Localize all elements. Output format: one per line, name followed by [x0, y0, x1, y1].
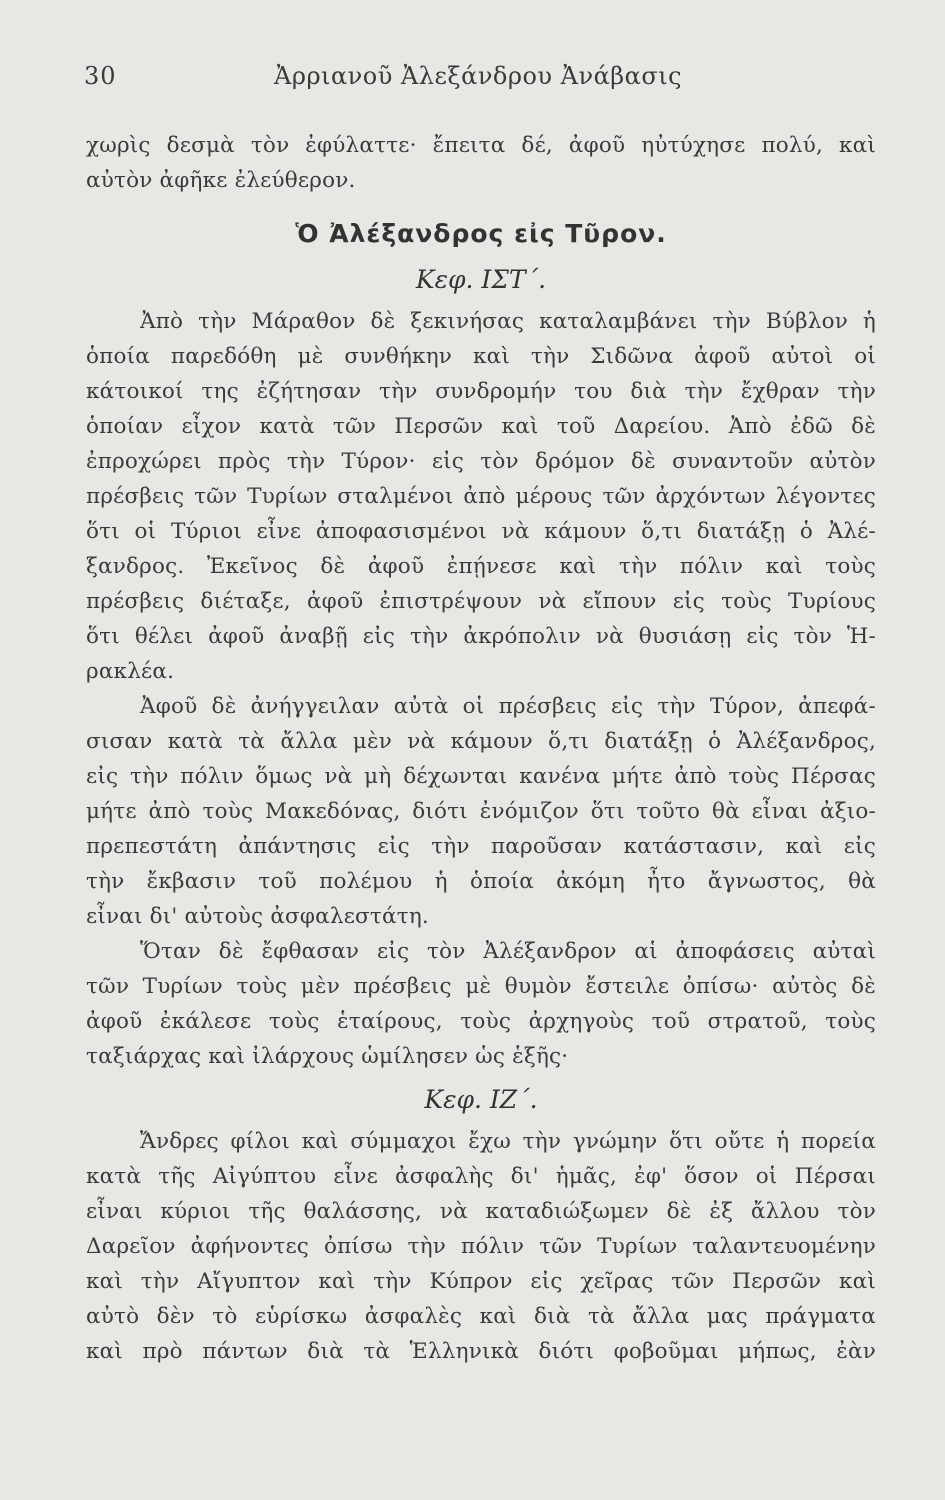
text-line: κατὰ τῆς Αἰγύπτου εἶνε ἀσφαλὴς δι' ἡμᾶς, ἐφ' ὅσον οἱ Πέρσαι: [86, 1164, 876, 1189]
section-title: Ὁ Ἀλέξανδρος εἰς Τῦρον.: [295, 219, 667, 248]
text-line: ὅτι οἱ Τύριοι εἶνε ἀποφασισμένοι νὰ κάμουν ὅ,τι διατάξῃ ὁ Ἀλέ-: [86, 519, 876, 544]
chapter-heading: Κεφ. ΙΣΤ΄.: [415, 265, 547, 294]
text-line: Ἄνδρες φίλοι καὶ σύμμαχοι ἔχω τὴν γνώμην ὅτι οὔτε ἡ πορεία: [140, 1129, 876, 1154]
text-line: ταξιάρχας καὶ ἰλάρχους ὡμίλησεν ὡς ἑξῆς·: [86, 1044, 569, 1069]
text-line: αὐτὸν ἀφῆκε ἐλεύθερον.: [86, 168, 356, 193]
page-header: [84, 62, 884, 102]
text-line: σισαν κατὰ τὰ ἄλλα μὲν νὰ κάμουν ὅ,τι διατάξῃ ὁ Ἀλέξανδρος,: [86, 729, 876, 754]
chapter-heading: Κεφ. ΙΖ΄.: [424, 1085, 538, 1114]
text-line: ρακλέα.: [86, 659, 175, 684]
body-text: [86, 128, 876, 1369]
text-line: Ἀπὸ τὴν Μάραθον δὲ ξεκινήσας καταλαμβάνει τὴν Βύβλον ἡ: [140, 309, 876, 334]
text-line: ἐπροχώρει πρὸς τὴν Τύρον· εἰς τὸν δρόμον δὲ συναντοῦν αὐτὸν: [86, 449, 876, 474]
text-line: εἶναι κύριοι τῆς θαλάσσης, νὰ καταδιώξωμεν δὲ ἐξ ἄλλου τὸν: [86, 1199, 876, 1224]
text-line: πρέσβεις διέταξε, ἀφοῦ ἐπιστρέψουν νὰ εἴπουν εἰς τοὺς Τυρίους: [86, 589, 876, 614]
text-line: ξανδρος. Ἐκεῖνος δὲ ἀφοῦ ἐπῄνεσε καὶ τὴν πόλιν καὶ τοὺς: [86, 554, 876, 579]
text-line: καὶ τὴν Αἴγυπτον καὶ τὴν Κύπρον εἰς χεῖρας τῶν Περσῶν καὶ: [86, 1269, 876, 1294]
text-line: μήτε ἀπὸ τοὺς Μακεδόνας, διότι ἐνόμιζον ὅτι τοῦτο θὰ εἶναι ἀξιο-: [86, 799, 876, 824]
text-line: εἰς τὴν πόλιν ὅμως νὰ μὴ δέχωνται κανένα μήτε ἀπὸ τοὺς Πέρσας: [86, 764, 876, 789]
text-line: Ἀφοῦ δὲ ἀνήγγειλαν αὐτὰ οἱ πρέσβεις εἰς τὴν Τύρον, ἀπεφά-: [140, 694, 876, 719]
text-line: ὅτι θέλει ἀφοῦ ἀναβῇ εἰς τὴν ἀκρόπολιν νὰ θυσιάσῃ εἰς τὸν Ἡ-: [86, 624, 876, 649]
text-line: εἶναι δι' αὐτοὺς ἀσφαλεστάτη.: [86, 904, 429, 929]
text-line: κάτοικοί της ἐζήτησαν τὴν συνδρομήν του διὰ τὴν ἔχθραν τὴν: [86, 379, 876, 404]
text-line: ὁποία παρεδόθη μὲ συνθήκην καὶ τὴν Σιδῶνα ἀφοῦ αὐτοὶ οἱ: [86, 344, 876, 369]
text-line: καὶ πρὸ πάντων διὰ τὰ Ἑλληνικὰ διότι φοβοῦμαι μήπως, ἐὰν: [86, 1339, 876, 1364]
running-title: Ἀρριανοῦ Ἀλεξάνδρου Ἀνάβασις: [274, 62, 683, 90]
text-line: Δαρεῖον ἀφήνοντες ὀπίσω τὴν πόλιν τῶν Τυρίων ταλαντευομένην: [86, 1234, 876, 1259]
text-line: ὁποίαν εἶχον κατὰ τῶν Περσῶν καὶ τοῦ Δαρείου. Ἀπὸ ἐδῶ δὲ: [86, 414, 876, 439]
text-line: Ὅταν δὲ ἔφθασαν εἰς τὸν Ἀλέξανδρον αἱ ἀποφάσεις αὐταὶ: [140, 939, 876, 964]
text-line: πρεπεστάτη ἀπάντησις εἰς τὴν παροῦσαν κατάστασιν, καὶ εἰς: [86, 834, 876, 859]
text-line: αὐτὸ δὲν τὸ εὑρίσκω ἀσφαλὲς καὶ διὰ τὰ ἄλλα μας πράγματα: [86, 1304, 876, 1329]
text-line: ἀφοῦ ἐκάλεσε τοὺς ἑταίρους, τοὺς ἀρχηγοὺς τοῦ στρατοῦ, τοὺς: [86, 1009, 876, 1034]
page-number: 30: [84, 62, 117, 90]
text-line: χωρὶς δεσμὰ τὸν ἐφύλαττε· ἔπειτα δέ, ἀφοῦ ηὐτύχησε πολύ, καὶ: [86, 133, 876, 158]
text-line: πρέσβεις τῶν Τυρίων σταλμένοι ἀπὸ μέρους τῶν ἀρχόντων λέγοντες: [86, 484, 876, 509]
text-line: τὴν ἔκβασιν τοῦ πολέμου ἡ ὁποία ἀκόμη ἦτο ἄγνωστος, θὰ: [86, 869, 876, 894]
text-line: τῶν Τυρίων τοὺς μὲν πρέσβεις μὲ θυμὸν ἔστειλε ὀπίσω· αὐτὸς δὲ: [86, 974, 876, 999]
